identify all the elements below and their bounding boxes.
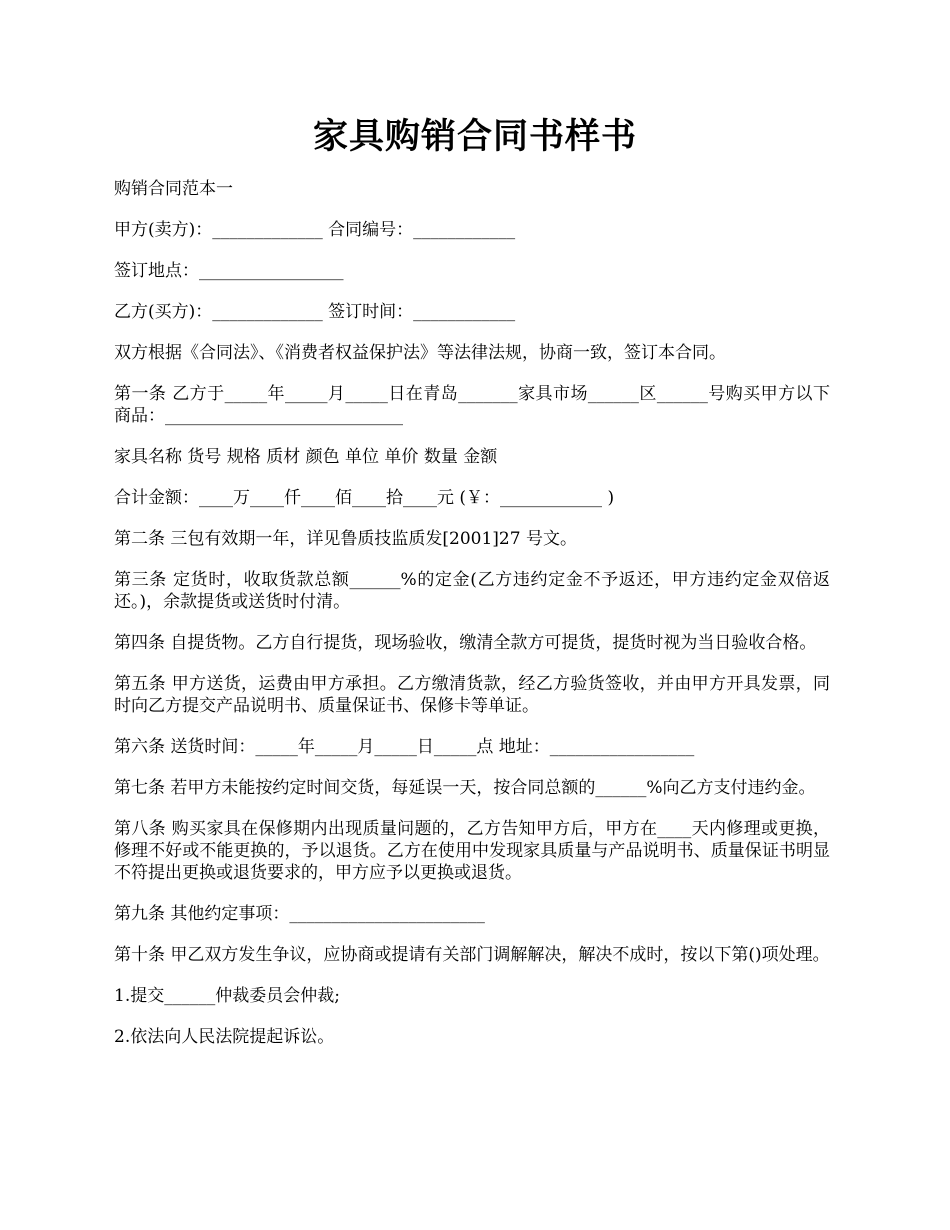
document-title: 家具购销合同书样书: [312, 116, 637, 157]
document-body: [114, 178, 830, 1067]
article-4: 第四条 自提货物。乙方自行提货，现场验收，缴清全款方可提货，提货时视为当日验收合格。: [114, 633, 817, 653]
dispute-option-1: 1.提交______仲裁委员会仲裁;: [114, 986, 340, 1006]
party-a-line: 甲方(卖方)：_____________ 合同编号：____________: [114, 220, 516, 240]
article-1: 第一条 乙方于_____年_____月_____日在青岛_______家具市场______区______号购买甲方以下商品：____________________________: [114, 384, 830, 426]
dispute-option-2: 2.依法向人民法院提起诉讼。: [114, 1027, 335, 1047]
preamble-paragraph: 双方根据《合同法》、《消费者权益保护法》等法律法规，协商一致，签订本合同。: [114, 343, 726, 363]
total-amount-line: 合计金额：____万____仟____佰____拾____元 (￥：____________ ): [114, 488, 615, 508]
article-5: 第五条 甲方送货，运费由甲方承担。乙方缴清货款，经乙方验货签收，并由甲方开具发票，同时向乙方提交产品说明书、质量保证书、保修卡等单证。: [114, 674, 830, 716]
signing-place-line: 签订地点：_________________: [114, 261, 344, 281]
contract-subtitle: 购销合同范本一: [114, 179, 233, 199]
article-8: 第八条 购买家具在保修期内出现质量问题的，乙方告知甲方后，甲方在____天内修理或更换，修理不好或不能更换的，予以退货。乙方在使用中发现家具质量与产品说明书、质量保证书明显不符提出更换或退货要求的，甲方应予以更换或退货。: [114, 819, 830, 883]
article-7: 第七条 若甲方未能按约定时间交货，每延误一天，按合同总额的______%向乙方支付违约金。: [114, 778, 816, 798]
party-b-line: 乙方(买方)：_____________ 签订时间：____________: [114, 302, 516, 322]
article-9: 第九条 其他约定事项：_______________________: [114, 904, 485, 924]
article-6: 第六条 送货时间：_____年_____月_____日_____点 地址：_________________: [114, 737, 695, 757]
article-2: 第二条 三包有效期一年，详见鲁质技监质发[2001]27 号文。: [114, 529, 577, 549]
article-3: 第三条 定货时，收取货款总额______%的定金(乙方违约定金不予返还，甲方违约定金双倍返还。)，余款提货或送货时付清。: [114, 570, 830, 612]
goods-table-header: 家具名称 货号 规格 质材 颜色 单位 单价 数量 金额: [114, 447, 498, 467]
article-10: 第十条 甲乙双方发生争议，应协商或提请有关部门调解解决，解决不成时，按以下第()项处理。: [114, 945, 830, 965]
